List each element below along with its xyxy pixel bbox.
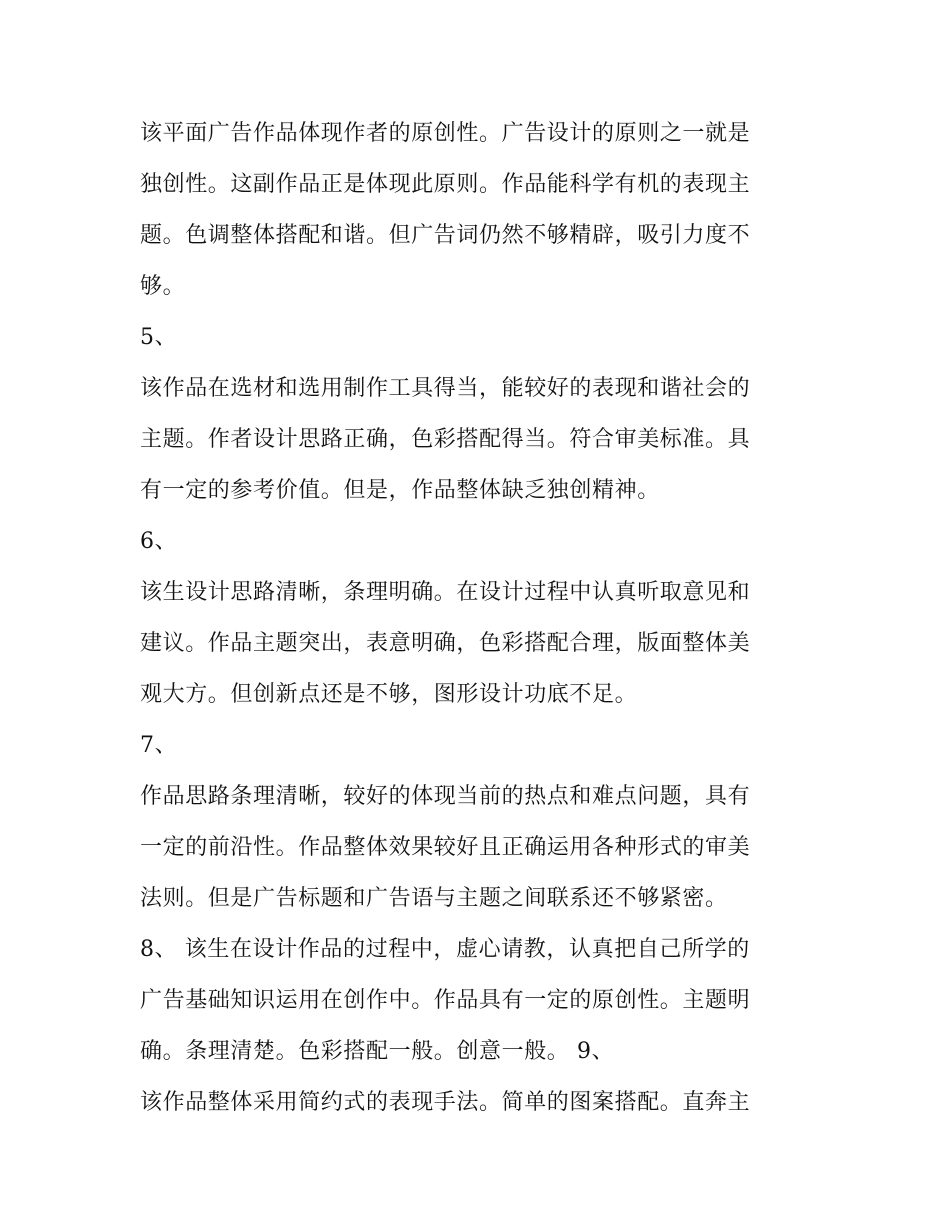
- text-line: 法则。但是广告标题和广告语与主题之间联系还不够紧密。: [140, 886, 728, 911]
- item-number-6: [140, 516, 820, 567]
- text-line: 该作品在选材和选用制作工具得当，能较好的表现和谐社会的: [140, 376, 751, 401]
- text-line: 该平面广告作品体现作者的原创性。广告设计的原则之一就是: [140, 121, 751, 146]
- text-line: 一定的前沿性。作品整体效果较好且正确运用各种形式的审美: [140, 835, 751, 860]
- text-line: 广告基础知识运用在创作中。作品具有一定的原创性。主题明: [140, 988, 751, 1013]
- document-body: [140, 108, 820, 1128]
- text-line: 5、: [140, 325, 178, 350]
- paragraph-review-6: [140, 567, 820, 720]
- text-line: 建议。作品主题突出，表意明确，色彩搭配合理，版面整体美: [140, 631, 751, 656]
- text-line: 该作品整体采用简约式的表现手法。简单的图案搭配。直奔主: [140, 1090, 751, 1115]
- text-line: 8、 该生在设计作品的过程中，虚心请教，认真把自己所学的: [140, 937, 750, 962]
- paragraph-review-8: [140, 924, 820, 1077]
- paragraph-review-4: [140, 108, 820, 312]
- text-line: 独创性。这副作品正是体现此原则。作品能科学有机的表现主: [140, 172, 751, 197]
- text-line: 主题。作者设计思路正确，色彩搭配得当。符合审美标准。具: [140, 427, 751, 452]
- text-line: 该生设计思路清晰，条理明确。在设计过程中认真听取意见和: [140, 580, 751, 605]
- text-line: 作品思路条理清晰，较好的体现当前的热点和难点问题，具有: [140, 784, 751, 809]
- text-line: 够。: [140, 274, 186, 299]
- text-line: 观大方。但创新点还是不够，图形设计功底不足。: [140, 682, 638, 707]
- text-line: 有一定的参考价值。但是，作品整体缺乏独创精神。: [140, 478, 660, 503]
- paragraph-review-5: [140, 363, 820, 516]
- paragraph-review-9: [140, 1077, 820, 1128]
- text-line: 确。条理清楚。色彩搭配一般。创意一般。 9、: [140, 1039, 615, 1064]
- text-line: 题。色调整体搭配和谐。但广告词仍然不够精辟，吸引力度不: [140, 223, 751, 248]
- paragraph-review-7: [140, 771, 820, 924]
- text-line: 6、: [140, 529, 178, 554]
- item-number-7: [140, 720, 820, 771]
- item-number-5: [140, 312, 820, 363]
- text-line: 7、: [140, 733, 178, 758]
